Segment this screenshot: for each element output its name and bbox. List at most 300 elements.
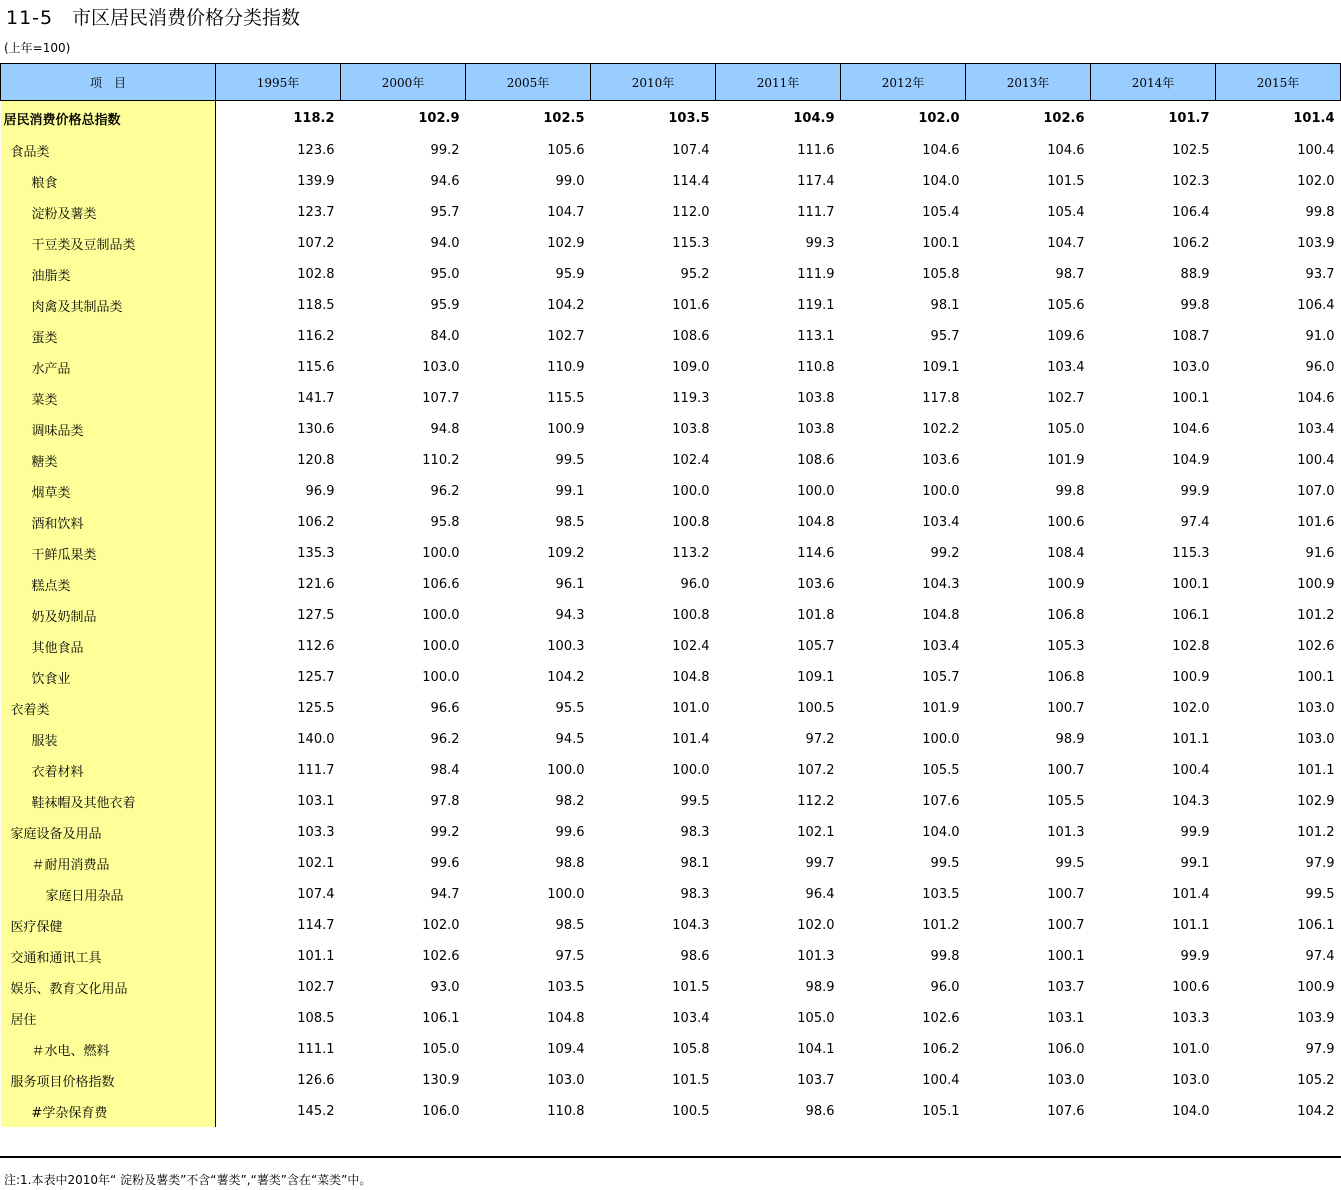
table-title xyxy=(6,4,300,32)
index-value: 98.6 xyxy=(680,949,710,964)
row-label: 医疗保健 xyxy=(1,910,216,941)
index-value: 100.9 xyxy=(1297,577,1335,592)
index-value: 104.6 xyxy=(1297,391,1335,406)
index-value: 99.5 xyxy=(1305,887,1335,902)
index-value: 101.1 xyxy=(1297,763,1335,778)
index-value: 121.6 xyxy=(297,577,335,592)
index-value: 95.9 xyxy=(430,298,460,313)
index-value: 99.9 xyxy=(1180,949,1210,964)
index-value: 99.8 xyxy=(930,949,960,964)
index-value: 100.0 xyxy=(922,484,960,499)
index-value: 103.8 xyxy=(797,391,835,406)
index-value: 97.4 xyxy=(1180,515,1210,530)
index-value: 97.5 xyxy=(555,949,585,964)
index-value: 100.9 xyxy=(1172,670,1210,685)
index-value: 111.7 xyxy=(297,763,335,778)
index-value: 106.6 xyxy=(422,577,460,592)
index-value: 107.6 xyxy=(1047,1104,1085,1119)
index-value: 103.0 xyxy=(547,1073,585,1088)
index-value: 105.4 xyxy=(922,205,960,220)
index-value: 103.7 xyxy=(797,1073,835,1088)
index-value: 100.6 xyxy=(1047,515,1085,530)
index-value: 103.9 xyxy=(1297,1011,1335,1026)
index-value: 99.8 xyxy=(1305,205,1335,220)
index-value: 109.4 xyxy=(547,1042,585,1057)
index-value: 100.0 xyxy=(672,763,710,778)
row-label: 饮食业 xyxy=(1,662,216,693)
index-value: 111.1 xyxy=(297,1042,335,1057)
index-value: 103.3 xyxy=(1172,1011,1210,1026)
row-label: 家庭设备及用品 xyxy=(1,817,216,848)
row-label: 酒和饮料 xyxy=(1,507,216,538)
table-number: 11-5 xyxy=(6,7,54,29)
index-value: 101.2 xyxy=(1297,608,1335,623)
index-value: 100.4 xyxy=(1297,453,1335,468)
index-value: 98.8 xyxy=(555,856,585,871)
index-value: 98.9 xyxy=(1055,732,1085,747)
index-value: 106.8 xyxy=(1047,670,1085,685)
index-value: 100.9 xyxy=(1297,980,1335,995)
index-value: 104.7 xyxy=(547,205,585,220)
table-row xyxy=(1,228,1341,259)
header-year: 2015年 xyxy=(1216,64,1341,101)
index-value: 102.0 xyxy=(422,918,460,933)
index-value: 98.3 xyxy=(680,825,710,840)
index-value: 95.5 xyxy=(555,701,585,716)
header-year: 2014年 xyxy=(1091,64,1216,101)
index-value: 100.5 xyxy=(672,1104,710,1119)
index-value: 101.5 xyxy=(672,1073,710,1088)
index-value: 130.6 xyxy=(297,422,335,437)
index-value: 119.3 xyxy=(672,391,710,406)
index-value: 110.8 xyxy=(797,360,835,375)
table-row xyxy=(1,414,1341,445)
index-value: 95.8 xyxy=(430,515,460,530)
header-year: 2013年 xyxy=(966,64,1091,101)
header-year: 2005年 xyxy=(466,64,591,101)
table-row xyxy=(1,321,1341,352)
index-value: 101.5 xyxy=(672,980,710,995)
index-value: 103.8 xyxy=(797,422,835,437)
index-value: 102.2 xyxy=(922,422,960,437)
table-row xyxy=(1,941,1341,972)
index-value: 103.0 xyxy=(1172,1073,1210,1088)
index-value: 100.7 xyxy=(1047,887,1085,902)
index-value: 101.6 xyxy=(672,298,710,313)
index-value: 100.0 xyxy=(422,670,460,685)
index-value: 98.4 xyxy=(430,763,460,778)
index-value: 102.5 xyxy=(543,110,585,126)
header-item: 项 目 xyxy=(1,64,216,101)
index-value: 94.3 xyxy=(555,608,585,623)
table-row xyxy=(1,569,1341,600)
index-value: 102.9 xyxy=(547,236,585,251)
index-value: 102.8 xyxy=(297,267,335,282)
index-value: 102.8 xyxy=(1172,639,1210,654)
index-value: 106.1 xyxy=(422,1011,460,1026)
row-label: 粮食 xyxy=(1,166,216,197)
index-value: 91.0 xyxy=(1305,329,1335,344)
index-value: 109.2 xyxy=(547,546,585,561)
index-value: 101.3 xyxy=(797,949,835,964)
index-value: 103.6 xyxy=(797,577,835,592)
index-value: 109.6 xyxy=(1047,329,1085,344)
index-value: 115.3 xyxy=(1172,546,1210,561)
index-value: 103.4 xyxy=(922,515,960,530)
index-value: 102.6 xyxy=(422,949,460,964)
index-value: 101.1 xyxy=(1172,918,1210,933)
index-value: 110.8 xyxy=(547,1104,585,1119)
index-value: 101.2 xyxy=(922,918,960,933)
index-value: 96.6 xyxy=(430,701,460,716)
index-value: 104.8 xyxy=(547,1011,585,1026)
index-value: 125.5 xyxy=(297,701,335,716)
index-value: 108.7 xyxy=(1172,329,1210,344)
index-value: 96.4 xyxy=(805,887,835,902)
row-label: 衣着类 xyxy=(1,693,216,724)
index-value: 101.8 xyxy=(797,608,835,623)
index-value: 96.1 xyxy=(555,577,585,592)
index-value: 111.7 xyxy=(797,205,835,220)
index-value: 105.4 xyxy=(1047,205,1085,220)
index-value: 108.6 xyxy=(672,329,710,344)
index-value: 100.4 xyxy=(1172,763,1210,778)
index-value: 110.9 xyxy=(547,360,585,375)
row-label: ＃耐用消费品 xyxy=(1,848,216,879)
index-value: 110.2 xyxy=(422,453,460,468)
index-value: 100.9 xyxy=(1047,577,1085,592)
index-value: 97.4 xyxy=(1305,949,1335,964)
index-value: 99.1 xyxy=(1180,856,1210,871)
index-value: 98.1 xyxy=(680,856,710,871)
index-value: 100.1 xyxy=(922,236,960,251)
header-year: 2010年 xyxy=(591,64,716,101)
index-value: 103.0 xyxy=(1172,360,1210,375)
index-value: 93.7 xyxy=(1305,267,1335,282)
index-value: 118.5 xyxy=(297,298,335,313)
index-value: 118.2 xyxy=(293,110,335,126)
index-value: 95.7 xyxy=(930,329,960,344)
index-value: 101.0 xyxy=(1172,1042,1210,1057)
row-label: 奶及奶制品 xyxy=(1,600,216,631)
row-label: 菜类 xyxy=(1,383,216,414)
index-value: 100.0 xyxy=(547,763,585,778)
table-row xyxy=(1,290,1341,321)
header-year: 1995年 xyxy=(216,64,341,101)
index-value: 105.8 xyxy=(922,267,960,282)
index-value: 100.7 xyxy=(1047,763,1085,778)
index-value: 100.1 xyxy=(1172,391,1210,406)
index-value: 105.5 xyxy=(1047,794,1085,809)
index-value: 101.9 xyxy=(1047,453,1085,468)
index-value: 102.1 xyxy=(797,825,835,840)
index-value: 100.9 xyxy=(547,422,585,437)
index-value: 99.1 xyxy=(555,484,585,499)
index-value: 103.4 xyxy=(1297,422,1335,437)
table-row xyxy=(1,693,1341,724)
table-row xyxy=(1,507,1341,538)
header-year: 2012年 xyxy=(841,64,966,101)
index-value: 106.1 xyxy=(1297,918,1335,933)
row-label: 油脂类 xyxy=(1,259,216,290)
table-row xyxy=(1,1065,1341,1096)
index-value: 100.1 xyxy=(1172,577,1210,592)
index-value: 94.6 xyxy=(430,174,460,189)
index-value: 108.6 xyxy=(797,453,835,468)
index-value: 102.9 xyxy=(418,110,460,126)
index-value: 112.6 xyxy=(297,639,335,654)
table-row xyxy=(1,538,1341,569)
index-value: 117.8 xyxy=(922,391,960,406)
index-value: 103.6 xyxy=(922,453,960,468)
table-row xyxy=(1,972,1341,1003)
index-value: 115.3 xyxy=(672,236,710,251)
index-value: 126.6 xyxy=(297,1073,335,1088)
index-value: 116.2 xyxy=(297,329,335,344)
index-value: 103.1 xyxy=(297,794,335,809)
index-value: 103.5 xyxy=(922,887,960,902)
row-label: 鞋袜帽及其他衣着 xyxy=(1,786,216,817)
index-value: 99.9 xyxy=(1180,825,1210,840)
index-value: 102.1 xyxy=(297,856,335,871)
index-value: 103.7 xyxy=(1047,980,1085,995)
index-value: 120.8 xyxy=(297,453,335,468)
index-value: 111.9 xyxy=(797,267,835,282)
index-value: 105.5 xyxy=(922,763,960,778)
table-row xyxy=(1,755,1341,786)
index-value: 104.9 xyxy=(793,110,835,126)
index-value: 101.4 xyxy=(1293,110,1335,126)
table-row xyxy=(1,135,1341,166)
index-value: 93.0 xyxy=(430,980,460,995)
index-value: 104.0 xyxy=(1172,1104,1210,1119)
row-label: 干鲜瓜果类 xyxy=(1,538,216,569)
index-value: 95.9 xyxy=(555,267,585,282)
row-label: 服务项目价格指数 xyxy=(1,1065,216,1096)
index-value: 102.5 xyxy=(1172,143,1210,158)
table-row xyxy=(1,631,1341,662)
index-value: 104.2 xyxy=(1297,1104,1335,1119)
index-value: 114.6 xyxy=(797,546,835,561)
index-value: 99.5 xyxy=(1055,856,1085,871)
index-value: 104.6 xyxy=(922,143,960,158)
table-row xyxy=(1,724,1341,755)
index-value: 99.9 xyxy=(1180,484,1210,499)
index-value: 113.2 xyxy=(672,546,710,561)
index-value: 113.1 xyxy=(797,329,835,344)
row-label: 淀粉及薯类 xyxy=(1,197,216,228)
index-value: 140.0 xyxy=(297,732,335,747)
row-label: 烟草类 xyxy=(1,476,216,507)
index-value: 108.5 xyxy=(297,1011,335,1026)
index-value: 105.7 xyxy=(922,670,960,685)
index-value: 108.4 xyxy=(1047,546,1085,561)
index-value: 99.2 xyxy=(930,546,960,561)
index-value: 105.7 xyxy=(797,639,835,654)
index-value: 101.2 xyxy=(1297,825,1335,840)
index-value: 100.6 xyxy=(1172,980,1210,995)
table-row xyxy=(1,662,1341,693)
index-value: 91.6 xyxy=(1305,546,1335,561)
index-value: 102.0 xyxy=(1297,174,1335,189)
index-value: 104.9 xyxy=(1172,453,1210,468)
table-row xyxy=(1,166,1341,197)
index-value: 100.8 xyxy=(672,608,710,623)
index-value: 102.6 xyxy=(922,1011,960,1026)
row-label: 糖类 xyxy=(1,445,216,476)
index-value: 111.6 xyxy=(797,143,835,158)
index-value: 101.4 xyxy=(672,732,710,747)
header-row xyxy=(1,64,1341,101)
index-value: 119.1 xyxy=(797,298,835,313)
index-value: 99.5 xyxy=(680,794,710,809)
index-value: 104.3 xyxy=(922,577,960,592)
index-value: 101.9 xyxy=(922,701,960,716)
index-value: 99.8 xyxy=(1055,484,1085,499)
index-value: 107.4 xyxy=(672,143,710,158)
row-label: 居民消费价格总指数 xyxy=(1,101,216,136)
index-value: 102.9 xyxy=(1297,794,1335,809)
table-row xyxy=(1,817,1341,848)
index-value: 106.4 xyxy=(1297,298,1335,313)
index-value: 100.0 xyxy=(672,484,710,499)
index-value: 103.1 xyxy=(1047,1011,1085,1026)
index-value: 104.2 xyxy=(547,298,585,313)
index-value: 105.0 xyxy=(422,1042,460,1057)
index-value: 104.2 xyxy=(547,670,585,685)
table-bottom-rule xyxy=(0,1156,1341,1158)
index-value: 112.2 xyxy=(797,794,835,809)
index-value: 94.0 xyxy=(430,236,460,251)
index-value: 105.6 xyxy=(1047,298,1085,313)
index-value: 123.6 xyxy=(297,143,335,158)
index-value: 104.3 xyxy=(1172,794,1210,809)
index-value: 84.0 xyxy=(430,329,460,344)
index-value: 125.7 xyxy=(297,670,335,685)
index-value: 101.3 xyxy=(1047,825,1085,840)
index-value: 106.1 xyxy=(1172,608,1210,623)
index-value: 104.7 xyxy=(1047,236,1085,251)
index-value: 127.5 xyxy=(297,608,335,623)
index-value: 106.2 xyxy=(1172,236,1210,251)
index-value: 105.1 xyxy=(922,1104,960,1119)
index-value: 96.9 xyxy=(305,484,335,499)
index-value: 99.6 xyxy=(430,856,460,871)
table-body xyxy=(1,101,1341,1128)
index-value: 104.0 xyxy=(922,174,960,189)
index-value: 98.6 xyxy=(805,1104,835,1119)
row-label: 居住 xyxy=(1,1003,216,1034)
index-value: 100.0 xyxy=(422,546,460,561)
row-label: #学杂保育费 xyxy=(1,1096,216,1127)
row-label: 其他食品 xyxy=(1,631,216,662)
row-label: 娱乐、教育文化用品 xyxy=(1,972,216,1003)
index-value: 99.5 xyxy=(555,453,585,468)
index-value: 100.8 xyxy=(672,515,710,530)
index-value: 105.0 xyxy=(1047,422,1085,437)
index-value: 101.1 xyxy=(1172,732,1210,747)
index-value: 101.6 xyxy=(1297,515,1335,530)
index-value: 109.1 xyxy=(922,360,960,375)
table-row xyxy=(1,445,1341,476)
table-row xyxy=(1,352,1341,383)
index-value: 100.7 xyxy=(1047,701,1085,716)
index-value: 102.6 xyxy=(1043,110,1085,126)
index-value: 99.6 xyxy=(555,825,585,840)
index-value: 106.8 xyxy=(1047,608,1085,623)
index-value: 104.3 xyxy=(672,918,710,933)
index-value: 105.3 xyxy=(1047,639,1085,654)
index-value: 107.4 xyxy=(297,887,335,902)
index-value: 99.7 xyxy=(805,856,835,871)
index-value: 101.7 xyxy=(1168,110,1210,126)
index-value: 88.9 xyxy=(1180,267,1210,282)
index-value: 95.2 xyxy=(680,267,710,282)
row-label: ＃水电、燃料 xyxy=(1,1034,216,1065)
index-value: 103.4 xyxy=(922,639,960,654)
index-value: 102.4 xyxy=(672,453,710,468)
index-value: 103.3 xyxy=(297,825,335,840)
index-value: 100.0 xyxy=(797,484,835,499)
table-row xyxy=(1,476,1341,507)
table-row xyxy=(1,910,1341,941)
index-value: 109.0 xyxy=(672,360,710,375)
index-value: 99.0 xyxy=(555,174,585,189)
index-value: 104.6 xyxy=(1047,143,1085,158)
table-row xyxy=(1,1034,1341,1065)
row-label: 食品类 xyxy=(1,135,216,166)
index-value: 107.2 xyxy=(297,236,335,251)
index-value: 101.4 xyxy=(1172,887,1210,902)
index-value: 106.0 xyxy=(422,1104,460,1119)
index-value: 100.1 xyxy=(1047,949,1085,964)
index-value: 99.2 xyxy=(430,143,460,158)
index-value: 102.7 xyxy=(1047,391,1085,406)
index-value: 102.6 xyxy=(1297,639,1335,654)
index-value: 99.5 xyxy=(930,856,960,871)
index-value: 107.6 xyxy=(922,794,960,809)
index-value: 100.0 xyxy=(422,639,460,654)
index-value: 97.9 xyxy=(1305,1042,1335,1057)
index-value: 101.1 xyxy=(297,949,335,964)
index-value: 104.1 xyxy=(797,1042,835,1057)
index-value: 102.3 xyxy=(1172,174,1210,189)
index-value: 115.6 xyxy=(297,360,335,375)
index-value: 139.9 xyxy=(297,174,335,189)
unit-note: (上年=100) xyxy=(4,41,71,55)
row-label: 交通和通讯工具 xyxy=(1,941,216,972)
index-value: 98.5 xyxy=(555,515,585,530)
header-year: 2011年 xyxy=(716,64,841,101)
index-value: 117.4 xyxy=(797,174,835,189)
index-value: 115.5 xyxy=(547,391,585,406)
row-label: 干豆类及豆制品类 xyxy=(1,228,216,259)
row-label: 服装 xyxy=(1,724,216,755)
index-value: 100.0 xyxy=(547,887,585,902)
index-value: 103.4 xyxy=(1047,360,1085,375)
index-value: 104.8 xyxy=(672,670,710,685)
index-value: 105.8 xyxy=(672,1042,710,1057)
index-value: 99.2 xyxy=(430,825,460,840)
table-row xyxy=(1,259,1341,290)
index-value: 100.7 xyxy=(1047,918,1085,933)
index-value: 103.8 xyxy=(672,422,710,437)
index-value: 96.0 xyxy=(1305,360,1335,375)
row-label: 肉禽及其制品类 xyxy=(1,290,216,321)
index-value: 103.0 xyxy=(1297,701,1335,716)
table-row xyxy=(1,197,1341,228)
index-value: 98.7 xyxy=(1055,267,1085,282)
